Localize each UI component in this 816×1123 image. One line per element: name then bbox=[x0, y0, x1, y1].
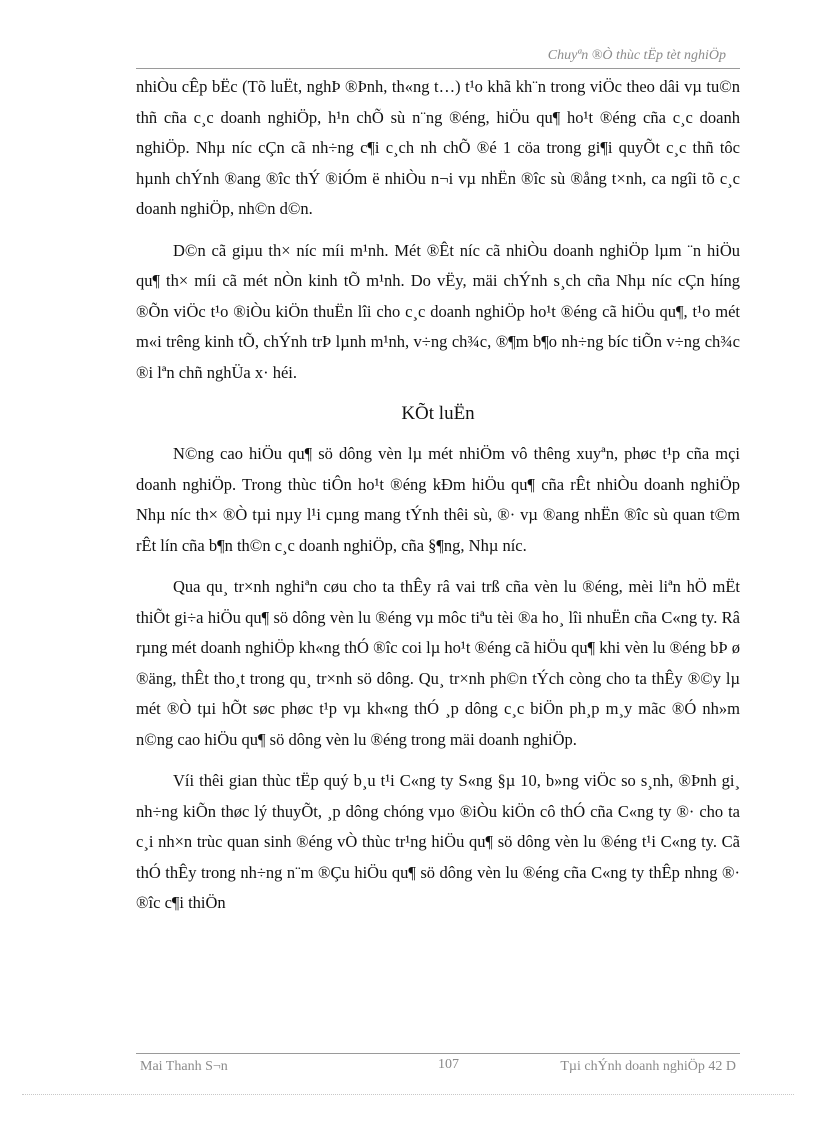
paragraph: Qua qu¸ tr×nh nghiªn cøu cho ta thÊy râ vai trß cña vèn lu ®éng, mèi liªn hÖ mËt thiÕt gi÷a hiÖu qu¶ sö dông vèn lu ®éng vµ môc tiªu tèi ®a ho¸ lîi nhuËn cña C«ng ty. Râ rµng mét doanh nghiÖp kh«ng thÓ ®îc coi lµ ho¹t ®éng cã hiÖu qu¶ khi vèn lu ®éng bÞ ø ®äng, thÊt tho¸t trong qu¸ tr×nh sö dông. Qu¸ tr×nh ph©n tÝch còng cho ta thÊy ®©y lµ mét ®Ò tµi hÕt søc phøc t¹p vµ kh«ng thÓ ¸p dông c¸c biÖn ph¸p m¸y mãc ®Ó nh»m n©ng cao hiÖu qu¶ sö dông vèn lu ®éng trong mäi doanh nghiÖp. bbox=[136, 577, 740, 749]
page-bottom-edge bbox=[22, 1094, 794, 1095]
page-header bbox=[136, 46, 740, 69]
header-title: Chuyªn ®Ò thùc tËp tèt nghiÖp bbox=[547, 48, 726, 63]
paragraph: D©n cã giµu th× níc míi m¹nh. Mét ®Êt níc cã nhiÒu doanh nghiÖp lµm ¨n hiÖu qu¶ th× míi cã mét nÒn kinh tÕ m¹nh. Do vËy, mäi chÝnh s¸ch cña Nhµ níc cÇn híng ®Õn viÖc t¹o ®iÒu kiÖn thuËn lîi cho c¸c doanh nghiÖp ho¹t ®éng cã hiÖu qu¶, t¹o mét m«i trêng kinh tÕ, chÝnh trÞ lµnh m¹nh, v÷ng ch¾c, ®¶m b¶o nh÷ng bíc tiÕn v÷ng ch¾c ®i lªn chñ nghÜa x· héi. bbox=[136, 240, 740, 382]
paragraph: nhiÒu cÊp bËc (Tõ luËt, nghÞ ®Þnh, th«ng t…) t¹o khã kh¨n trong viÖc theo dâi vµ tu©n thñ cña c¸c doanh nghiÖp, h¹n chÕ sù n¨ng ®éng, hiÖu qu¶ ho¹t ®éng cña c¸c doanh nghiÖp. Nhµ níc cÇn cã nh÷ng c¶i c¸ch nh chÕ ®é 1 cöa trong gi¶i quyÕt c¸c thñ tôc hµnh chÝnh ®ang ®îc thÝ ®iÓm ë nhiÒu n¬i vµ nhËn ®îc sù ®ång t×nh, ca ngîi tõ c¸c doanh nghiÖp, nh©n d©n. bbox=[136, 77, 740, 218]
footer-page-number: 107 bbox=[438, 1057, 459, 1072]
document-body bbox=[136, 72, 740, 930]
footer-class-label: Tµi chÝnh doanh nghiÖp 42 D bbox=[560, 1059, 736, 1074]
paragraph: N©ng cao hiÖu qu¶ sö dông vèn lµ mét nhiÖm vô thêng xuyªn, phøc t¹p cña mçi doanh nghiÖp. Trong thùc tiÔn ho¹t ®éng kÐm hiÖu qu¶ cña rÊt nhiÒu doanh nghiÖp Nhµ níc th× ®Ò tµi nµy l¹i cµng mang tÝnh thêi sù, ®· vµ ®ang nhËn ®îc sù quan t©m rÊt lín cña b¶n th©n c¸c doanh nghiÖp, cña §¶ng, Nhµ níc. bbox=[136, 444, 740, 555]
paragraph: Víi thêi gian thùc tËp quý b¸u t¹i C«ng ty S«ng §µ 10, b»ng viÖc so s¸nh, ®Þnh gi¸ nh÷ng kiÕn thøc lý thuyÕt, ¸p dông chóng vµo ®iÒu kiÖn cô thÓ cña C«ng ty ®· cho ta c¸i nh×n trùc quan sinh ®éng vÒ thùc tr¹ng hiÖu qu¶ sö dông vèn lu ®éng t¹i C«ng ty. Cã thÓ thÊy trong nh÷ng n¨m ®Çu hiÖu qu¶ sö dông vèn lu ®éng cña C«ng ty thÊp nhng ®· ®îc c¶i thiÖn bbox=[136, 771, 740, 912]
footer-author: Mai Thanh S¬n bbox=[140, 1059, 228, 1074]
page-footer bbox=[136, 1053, 740, 1078]
section-heading: KÕt luËn bbox=[401, 403, 475, 424]
